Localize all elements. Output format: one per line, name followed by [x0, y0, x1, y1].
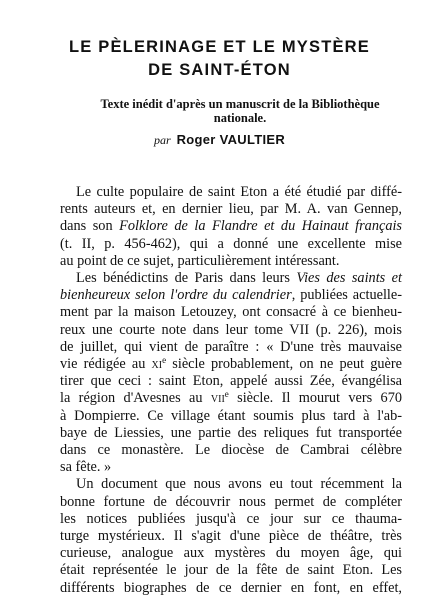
- body-line: tirer que ceci : saint Eton, appelé aussi Zée, évangélisa: [60, 373, 402, 390]
- article-title-line-2: DE SAINT-ÉTON: [148, 61, 291, 79]
- body-line: ment par la maison Letouzey, ont consacré à ce bienheu-: [60, 304, 402, 321]
- body-line: les notices publiées jusqu'à ce jour sur ce thauma-: [60, 510, 402, 527]
- book-title: Vies des saints et: [296, 270, 402, 287]
- body-line: était représentée le jour de la fête de saint Eton. Les: [60, 562, 402, 579]
- body-line: reux une courte note dans leur tome VII (p. 226), mois: [60, 321, 402, 338]
- text-span: siècle probablement, on ne peut guère: [166, 356, 403, 373]
- body-line: (t. II, p. 456-462), qui a donné une excellente mise: [60, 235, 402, 252]
- author-name: Roger VAULTIER: [176, 132, 286, 147]
- body-line: bonne fortune de découvrir nous permet de compléter: [60, 493, 402, 510]
- text-span: siècle. Il mourut vers 670: [228, 390, 402, 407]
- ordinal-suffix: e: [162, 355, 167, 366]
- ordinal-suffix: e: [224, 389, 229, 400]
- body-line: dans ce monastère. Le diocèse de Cambrai célèbre: [60, 442, 402, 459]
- body-line: turge mystérieux. Il s'agit d'une pièce de théâtre, très: [60, 528, 402, 545]
- body-line: [60, 218, 402, 235]
- body-line: curieuse, analogue aux mystères du moyen âge, qui: [60, 545, 402, 562]
- text-span: Les bénédictins de Paris dans leurs: [76, 270, 297, 287]
- book-title: bienheureux selon l'ordre du calendrier: [60, 287, 292, 304]
- text-span: dans son: [60, 218, 120, 235]
- century-numeral: vii: [210, 390, 225, 407]
- body-line: de juillet, qui vient de paraître : « D'une très mauvaise: [60, 338, 402, 355]
- body-line: à Dompierre. Ce village étant soumis plus tard à l'ab-: [60, 407, 402, 424]
- body-line: au point de ce sujet, particulièrement intéressant.: [60, 252, 340, 269]
- century-numeral: xi: [151, 356, 163, 373]
- article-subtitle-line-2: nationale.: [213, 111, 267, 125]
- body-line: [60, 270, 402, 287]
- text-span: la région d'Avesnes au: [60, 390, 211, 407]
- body-line: baye de Liessies, une partie des reliques fut transportée: [60, 424, 402, 441]
- article-subtitle-line-1: Texte inédit d'après un manuscrit de la Bibliothèque: [100, 97, 380, 111]
- book-title: Folklore de la Flandre et du Hainaut français: [119, 218, 402, 235]
- body-line: Un document que nous avons eu tout récemment la: [76, 476, 402, 493]
- author-byline: [0, 132, 439, 148]
- body-line: différents biographes de ce dernier en font, en effet,: [60, 579, 402, 596]
- body-line: [60, 356, 402, 373]
- article-body: [60, 184, 402, 597]
- author-prefix: par: [153, 133, 171, 147]
- text-span: vie rédigée au: [60, 356, 152, 373]
- body-line: [60, 390, 402, 407]
- body-line: sa fête. »: [60, 459, 112, 476]
- body-line: [60, 287, 402, 304]
- text-span: , publiées actuelle-: [291, 287, 403, 304]
- article-title-line-1: LE PÈLERINAGE ET LE MYSTÈRE: [68, 38, 371, 56]
- body-line: Le culte populaire de saint Eton a été étudié par diffé-: [76, 184, 402, 200]
- body-line: rents auteurs et, en dernier lieu, par M. A. van Gennep,: [60, 201, 402, 218]
